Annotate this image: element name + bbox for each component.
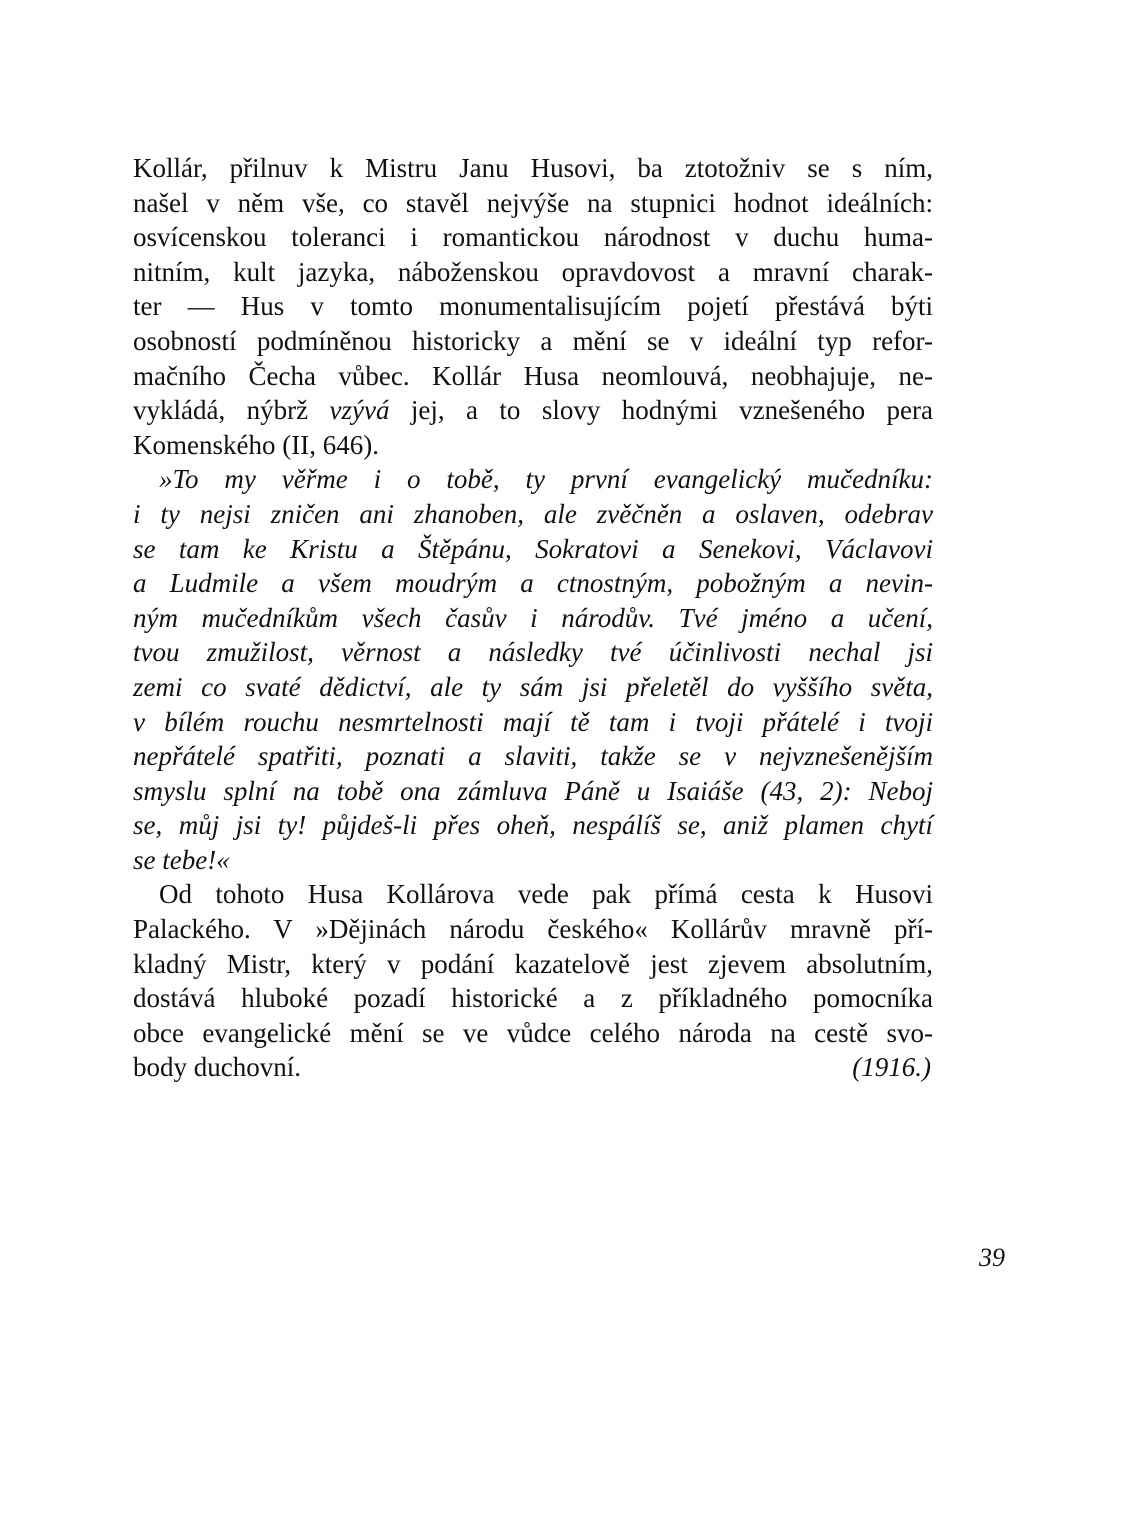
quote-line: v bílém rouchu nesmrtelnosti mají tě tam i tvoji přátelé i tvoji [133, 706, 933, 737]
page-number: 39 [979, 1243, 1005, 1272]
line-text: jej, a to slovy hodnými vznešeného pera [389, 395, 933, 426]
paragraph-2-line: Palackého. V »Dějinách národu českého« Kollárův mravně pří- [133, 914, 933, 945]
quote-line: ným mučedníkům všech časův i národův. Tvé jméno a učení, [133, 602, 933, 633]
text-block [133, 151, 933, 1085]
emphasis-text: vzývá [329, 395, 390, 426]
paragraph-1-line: nitním, kult jazyka, náboženskou opravdovost a mravní charak- [133, 256, 933, 287]
paragraph-1 [133, 151, 933, 462]
paragraph-1-line: mačního Čecha vůbec. Kollár Husa neomlouvá, neobhajuje, ne- [133, 360, 933, 391]
quote-line: »To my věřme i o tobě, ty první evangelický mučedníku: [159, 464, 933, 495]
quote-line: i ty nejsi zničen ani zhanoben, ale zvěčněn a oslaven, odebrav [133, 498, 933, 529]
quote-line: tvou zmužilost, věrnost a následky tvé účinlivosti nechal jsi [133, 637, 933, 668]
quote-line: se tebe!« [133, 844, 230, 875]
final-line-text: body duchovní. [133, 1052, 301, 1083]
quote-line: smyslu splní na tobě ona zámluva Páně u Isaiáše (43, 2): Neboj [133, 775, 933, 806]
quote-line: se tam ke Kristu a Štěpánu, Sokratovi a Senekovi, Václavovi [133, 533, 933, 564]
paragraph-1-line [133, 393, 933, 428]
paragraph-2-final-line [133, 1050, 933, 1085]
quote-line: zemi co svaté dědictví, ale ty sám jsi přeletěl do vyššího světa, [133, 671, 933, 702]
paragraph-1-line: osvícenskou toleranci i romantickou národnost v duchu huma- [133, 222, 933, 253]
paragraph-2-line: dostává hluboké pozadí historické a z příkladného pomocníka [133, 983, 933, 1014]
line-text: vykládá, nýbrž [133, 395, 330, 426]
paragraph-1-line: našel v něm vše, co stavěl nejvýše na stupnici hodnot ideálních: [133, 187, 933, 218]
paragraph-2-line: Od tohoto Husa Kollárova vede pak přímá cesta k Husovi [159, 879, 933, 910]
paragraph-1-line: Kollár, přilnuv k Mistru Janu Husovi, ba ztotožniv se s ním, [133, 153, 933, 183]
quotation [133, 462, 933, 877]
quote-line: a Ludmile a všem moudrým a ctnostným, pobožným a nevin- [133, 568, 933, 599]
paragraph-2 [133, 877, 933, 1085]
quote-line: nepřátelé spatřiti, poznati a slaviti, takže se v nejvznešenějším [133, 741, 933, 772]
essay-date: (1916.) [852, 1052, 931, 1083]
paragraph-1-line: ter — Hus v tomto monumentalisujícím pojetí přestává býti [133, 291, 933, 322]
quote-line: se, můj jsi ty! půjdeš-li přes oheň, nespálíš se, aniž plamen chytí [133, 810, 933, 841]
paragraph-1-line: Komenského (II, 646). [133, 429, 379, 460]
paragraph-2-line: obce evangelické mění se ve vůdce celého národa na cestě svo- [133, 1017, 933, 1048]
paragraph-2-line: kladný Mistr, který v podání kazatelově jest zjevem absolutním, [133, 948, 933, 979]
paragraph-1-line: osobností podmíněnou historicky a mění se v ideální typ refor- [133, 325, 933, 356]
